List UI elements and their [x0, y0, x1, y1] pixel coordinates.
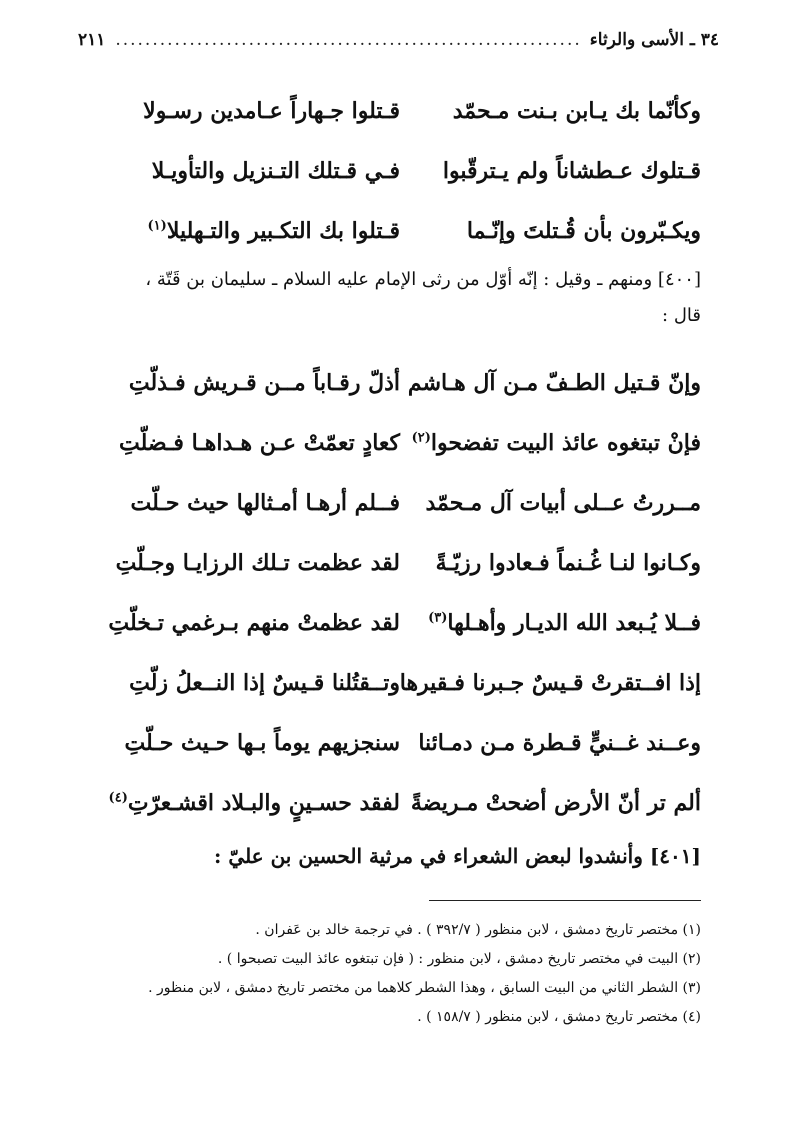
verse-line	[0, 610, 797, 650]
paragraph-line: [٤٠٠] ومنهم ـ وقيل : إنّه أوّل من رثى الإمام عليه السلام ـ سليمان بن قَتّة ،	[145, 269, 701, 290]
chapter-title: ٣٤ ـ الأسى والرثاء	[589, 30, 719, 50]
verse-first-hemistich: فــلا يُـبعد الله الديـار وأهـلها$^{(٣)}$	[428, 610, 701, 636]
verse-first-hemistich: ألم تر أنّ الأرض أضحتْ مـريضةً	[410, 790, 701, 816]
verse-second-hemistich: أذلّ رقـاباً مــن قـريش فـذلّتِ	[128, 370, 400, 396]
verse-first-hemistich: إذا افــتقرتْ قـيسٌ جـبرنا فـقيرها	[399, 670, 701, 696]
verse-first-hemistich: وكـانوا لنـا غُـنماً فـعادوا رزيّـةً	[435, 550, 701, 576]
footnote-marker: (٤)	[108, 790, 128, 806]
verse-second-hemistich: لفقد حسـينٍ والبـلاد اقشـعرّتِ$^{(٤)}$	[108, 790, 400, 816]
verse-second-hemistich: قـتلوا بك التكـبير والتـهليلا$^{(١)}$	[147, 218, 400, 244]
footnote-4: (٤) مختصر تاريخ دمشق ، لابن منظور ( ١٥٨/٧ ) .	[417, 1009, 701, 1025]
paragraph-401: [٤٠١] وأنشدوا لبعض الشعراء في مرثية الحسين بن عليّ :	[214, 844, 701, 868]
verse-second-hemistich: فــلم أرهـا أمـثالها حيث حـلّت	[130, 490, 400, 516]
verse-first-hemistich: ويكـبّرون بأن قُـتلتَ وإنّـما	[466, 218, 701, 244]
footnote-marker: (١)	[147, 218, 167, 234]
verse-second-hemistich: فـي قـتلك التـنزيل والتأويـلا	[151, 158, 400, 184]
verse-second-hemistich: لقد عظمت تـلك الرزايـا وجـلّتِ	[115, 550, 400, 576]
verse-second-hemistich: وتــقتُلنا قـيسٌ إذا النــعلُ زلّتِ	[129, 670, 400, 696]
verse-line	[0, 218, 797, 258]
verse-line	[0, 550, 797, 590]
verse-line	[0, 430, 797, 470]
verse-first-hemistich: وإنّ قـتيل الطـفّ مـن آل هـاشم	[407, 370, 701, 396]
verse-line	[0, 98, 797, 138]
verse-second-hemistich: سنجزيهم يوماً بـها حـيث حـلّتِ	[124, 730, 400, 756]
footnote-marker: (٢)	[411, 430, 431, 446]
paragraph-line: قال :	[662, 305, 701, 326]
footnotes	[61, 916, 701, 1032]
verse-second-hemistich: قـتلوا جـهاراً عـامدين رسـولا	[143, 98, 400, 124]
footnote-marker: (٣)	[428, 610, 448, 626]
footnote-1: (١) مختصر تاريخ دمشق ، لابن منظور ( ٣٩٢/٧ ) . في ترجمة خالد بن عَفران .	[255, 922, 701, 938]
verse-first-hemistich: وكأنّما بك يـابن بـنت مـحمّد	[452, 98, 701, 124]
running-head	[78, 30, 719, 60]
verse-second-hemistich: لقد عظمتْ منهم بـرغمي تـخلّتِ	[108, 610, 400, 636]
verse-second-hemistich: كعادٍ تعمّتْ عـن هـداهـا فـضلّتِ	[119, 430, 400, 456]
verse-line	[0, 158, 797, 198]
page-number: ٢١١	[78, 30, 106, 50]
verse-first-hemistich: وعــند غــنيٍّ قـطرة مـن دمـائنا	[418, 730, 701, 756]
leader-dots	[113, 30, 581, 50]
footnote-separator	[429, 900, 701, 901]
verse-line	[0, 670, 797, 710]
verse-line	[0, 370, 797, 410]
paragraph-400	[70, 262, 701, 334]
verse-first-hemistich: قـتلوك عـطشاناً ولم يـترقّبوا	[442, 158, 701, 184]
verse-line	[0, 790, 797, 830]
verse-line	[0, 490, 797, 530]
verse-first-hemistich: مــررتُ عــلى أبيات آل مـحمّد	[425, 490, 701, 516]
footnote-3: (٣) الشطر الثاني من البيت السابق ، وهذا الشطر كلاهما من مختصر تاريخ دمشق ، لابن منظور .	[148, 980, 701, 996]
footnote-2: (٢) البيت في مختصر تاريخ دمشق ، لابن منظور : ( فإن تبتغوه عائذ البيت تصبحوا ) .	[217, 951, 701, 967]
verse-line	[0, 730, 797, 770]
verse-first-hemistich: فإنْ تبتغوه عائذ البيت تفضحوا$^{(٢)}$	[411, 430, 701, 456]
